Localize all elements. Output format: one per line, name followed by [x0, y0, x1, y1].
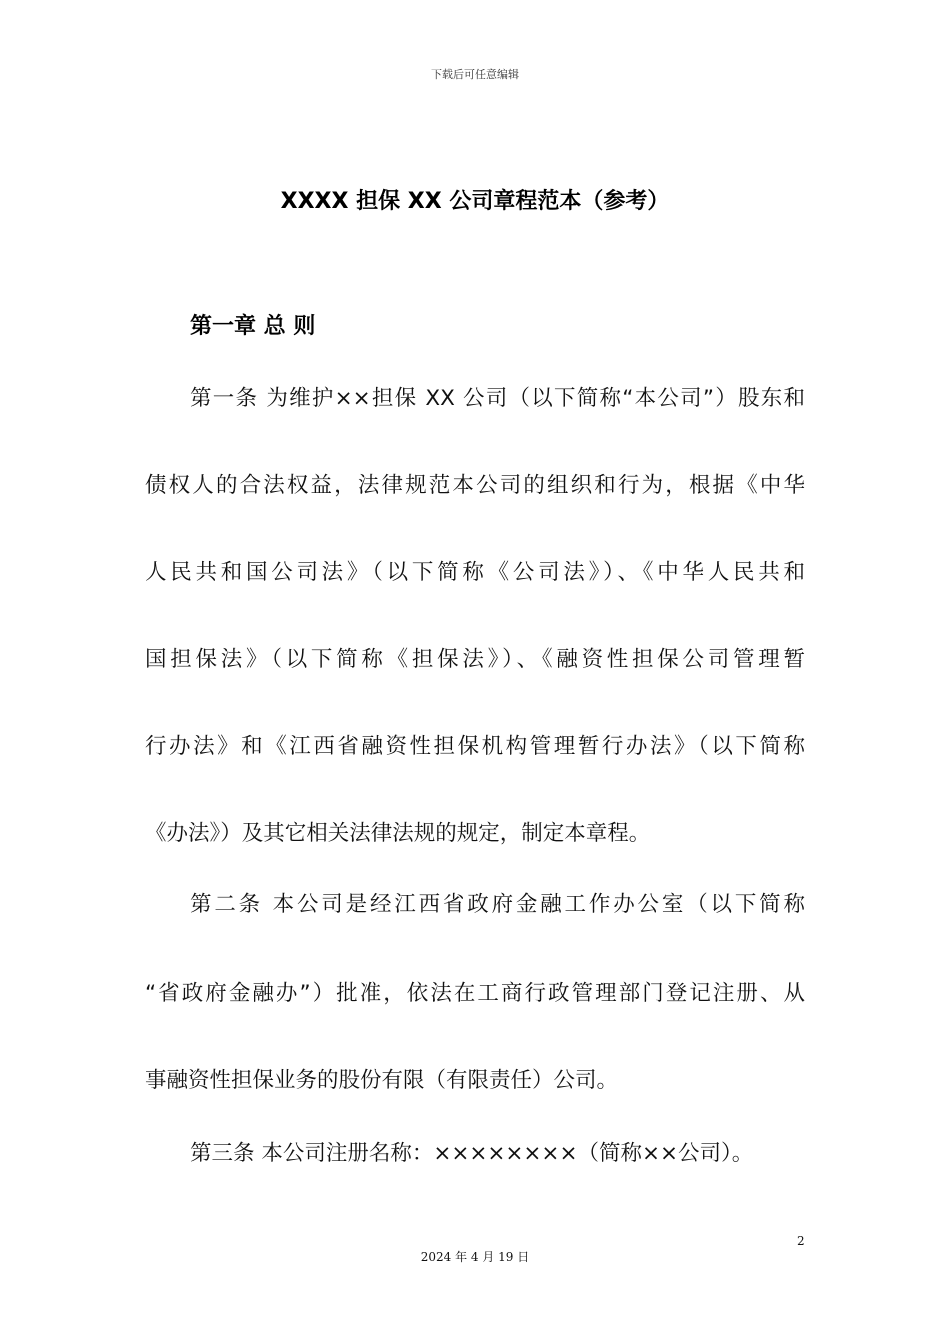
document-title: XXXX 担保 XX 公司章程范本（参考） [280, 189, 670, 214]
article-1-line-6: 《办法》）及其它相关法律法规的规定，制定本章程。 [145, 821, 651, 846]
article-1-line-5: 行办法》和《江西省融资性担保机构管理暂行办法》（以下简称 [145, 734, 805, 759]
article-2-line-1: 第二条 本公司是经江西省政府金融工作办公室（以下简称 [190, 892, 805, 917]
article-2-line-2: “省政府金融办”）批准，依法在工商行政管理部门登记注册、从 [145, 981, 805, 1006]
page-number: 2 [797, 1234, 805, 1248]
chapter-heading: 第一章 总 则 [190, 314, 316, 339]
article-1-line-2: 债权人的合法权益，法律规范本公司的组织和行为，根据《中华 [145, 473, 805, 498]
article-3-line-1: 第三条 本公司注册名称：××××××××（简称××公司）。 [190, 1141, 754, 1166]
page-header: 下载后可任意编辑 [431, 68, 519, 81]
article-1-line-3: 人民共和国公司法》（以下简称《公司法》）、《中华人民共和 [145, 560, 805, 585]
page-footer-date: 2024 年 4 月 19 日 [420, 1250, 530, 1264]
article-2-line-3: 事融资性担保业务的股份有限（有限责任）公司。 [145, 1068, 619, 1093]
article-1-line-4: 国担保法》（以下简称《担保法》）、《融资性担保公司管理暂 [145, 647, 805, 672]
article-1-line-1: 第一条 为维护××担保 XX 公司（以下简称“本公司”）股东和 [190, 386, 805, 411]
